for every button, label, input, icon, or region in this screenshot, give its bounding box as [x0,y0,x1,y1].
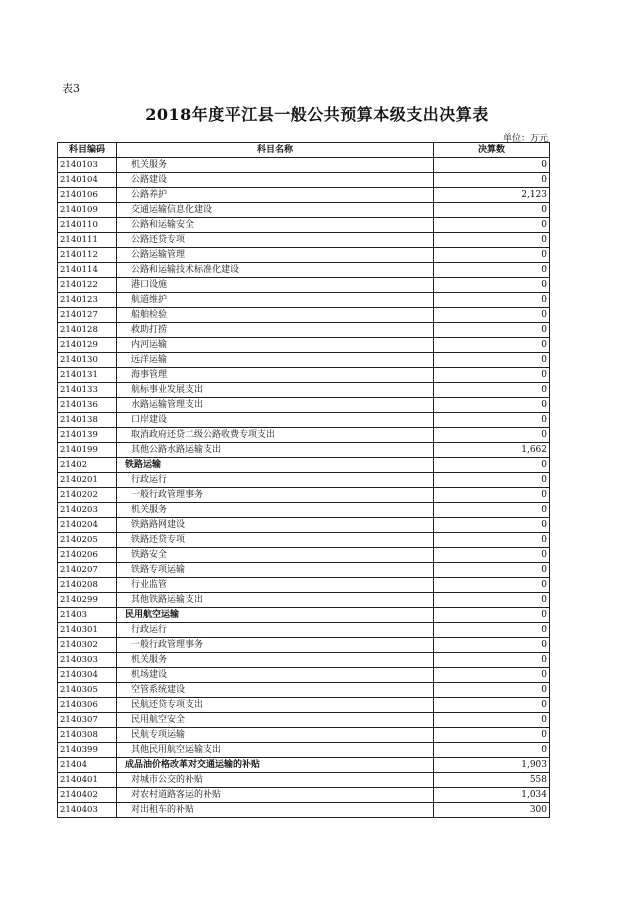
table-row [58,443,550,458]
name-cell: 行政运行 [117,623,434,638]
amount-cell: 0 [434,608,550,623]
amount-cell: 0 [434,233,550,248]
code-cell: 2140302 [58,638,117,653]
table-row [58,773,550,788]
code-cell: 2140123 [58,293,117,308]
amount-cell: 0 [434,668,550,683]
document-title: 2018年度平江县一般公共预算本级支出决算表 [145,105,489,124]
name-cell: 公路运输管理 [117,248,434,263]
code-cell: 2140106 [58,188,117,203]
code-cell: 2140306 [58,698,117,713]
table-row [58,608,550,623]
code-cell: 2140304 [58,668,117,683]
table-row [58,788,550,803]
amount-cell: 0 [434,623,550,638]
table-row [58,203,550,218]
table-row [58,533,550,548]
table-row [58,653,550,668]
table-row [58,638,550,653]
table-row [58,803,550,818]
amount-cell: 1,034 [434,788,550,803]
code-cell: 2140206 [58,548,117,563]
name-cell: 行业监管 [117,578,434,593]
table-row [58,218,550,233]
name-cell: 民航专项运输 [117,728,434,743]
table-row [58,668,550,683]
code-cell: 2140112 [58,248,117,263]
name-cell: 铁路路网建设 [117,518,434,533]
code-cell: 2140399 [58,743,117,758]
table-row [58,488,550,503]
header-name: 科目名称 [117,143,434,158]
table-row [58,593,550,608]
amount-cell: 0 [434,173,550,188]
code-cell: 2140104 [58,173,117,188]
amount-cell: 0 [434,683,550,698]
table-row [58,713,550,728]
table-row [58,398,550,413]
code-cell: 2140130 [58,353,117,368]
expenditure-table [57,142,550,818]
table-row [58,248,550,263]
name-cell: 其他民用航空运输支出 [117,743,434,758]
amount-cell: 0 [434,518,550,533]
code-cell: 2140110 [58,218,117,233]
code-cell: 2140207 [58,563,117,578]
amount-cell: 0 [434,353,550,368]
code-cell: 2140103 [58,158,117,173]
amount-cell: 2,123 [434,188,550,203]
code-cell: 2140305 [58,683,117,698]
table-row [58,698,550,713]
table-row [58,503,550,518]
name-cell: 铁路安全 [117,548,434,563]
name-cell: 其他公路水路运输支出 [117,443,434,458]
code-cell: 2140122 [58,278,117,293]
code-cell: 2140402 [58,788,117,803]
code-cell: 2140403 [58,803,117,818]
code-cell: 2140401 [58,773,117,788]
code-cell: 2140109 [58,203,117,218]
table-row [58,158,550,173]
table-row [58,413,550,428]
table-row [58,278,550,293]
amount-cell: 300 [434,803,550,818]
name-cell: 成品油价格改革对交通运输的补贴 [117,758,434,773]
code-cell: 2140204 [58,518,117,533]
code-cell: 2140307 [58,713,117,728]
name-cell: 铁路专项运输 [117,563,434,578]
name-cell: 空管系统建设 [117,683,434,698]
name-cell: 对农村道路客运的补贴 [117,788,434,803]
name-cell: 铁路运输 [117,458,434,473]
amount-cell: 0 [434,593,550,608]
name-cell: 行政运行 [117,473,434,488]
code-cell: 2140205 [58,533,117,548]
name-cell: 船舶检验 [117,308,434,323]
amount-cell: 0 [434,458,550,473]
name-cell: 取消政府还贷二级公路收费专项支出 [117,428,434,443]
amount-cell: 0 [434,308,550,323]
table-row [58,338,550,353]
amount-cell: 0 [434,503,550,518]
table-number-label: 表3 [62,82,80,95]
amount-cell: 0 [434,323,550,338]
name-cell: 民用航空安全 [117,713,434,728]
amount-cell: 0 [434,488,550,503]
amount-cell: 0 [434,368,550,383]
amount-cell: 0 [434,203,550,218]
table-row [58,308,550,323]
header-code: 科目编码 [58,143,117,158]
code-cell: 2140128 [58,323,117,338]
code-cell: 2140127 [58,308,117,323]
table-row [58,743,550,758]
table-row [58,368,550,383]
code-cell: 2140299 [58,593,117,608]
code-cell: 2140201 [58,473,117,488]
name-cell: 公路和运输技术标准化建设 [117,263,434,278]
amount-cell: 0 [434,293,550,308]
code-cell: 21402 [58,458,117,473]
amount-cell: 0 [434,578,550,593]
name-cell: 港口设施 [117,278,434,293]
name-cell: 对出租车的补贴 [117,803,434,818]
amount-cell: 0 [434,698,550,713]
amount-cell: 0 [434,263,550,278]
code-cell: 2140208 [58,578,117,593]
amount-cell: 0 [434,383,550,398]
amount-cell: 0 [434,278,550,293]
code-cell: 2140138 [58,413,117,428]
code-cell: 2140301 [58,623,117,638]
name-cell: 公路养护 [117,188,434,203]
amount-cell: 1,903 [434,758,550,773]
code-cell: 2140303 [58,653,117,668]
amount-cell: 0 [434,653,550,668]
amount-cell: 0 [434,218,550,233]
name-cell: 公路建设 [117,173,434,188]
table-row [58,563,550,578]
table-row [58,623,550,638]
name-cell: 公路和运输安全 [117,218,434,233]
code-cell: 21403 [58,608,117,623]
name-cell: 交通运输信息化建设 [117,203,434,218]
code-cell: 2140114 [58,263,117,278]
amount-cell: 0 [434,158,550,173]
name-cell: 对城市公交的补贴 [117,773,434,788]
name-cell: 航标事业发展支出 [117,383,434,398]
table-row [58,233,550,248]
name-cell: 一般行政管理事务 [117,488,434,503]
table-row [58,263,550,278]
amount-cell: 0 [434,563,550,578]
name-cell: 航道维护 [117,293,434,308]
table-row [58,683,550,698]
name-cell: 水路运输管理支出 [117,398,434,413]
amount-cell: 0 [434,248,550,263]
table-row [58,473,550,488]
name-cell: 公路还贷专项 [117,233,434,248]
table-row [58,293,550,308]
amount-cell: 0 [434,638,550,653]
table-row [58,758,550,773]
code-cell: 2140111 [58,233,117,248]
name-cell: 机场建设 [117,668,434,683]
code-cell: 21404 [58,758,117,773]
unit-label: 单位：万元 [502,134,548,144]
code-cell: 2140199 [58,443,117,458]
code-cell: 2140202 [58,488,117,503]
amount-cell: 0 [434,413,550,428]
name-cell: 一般行政管理事务 [117,638,434,653]
name-cell: 机关服务 [117,158,434,173]
table-row [58,458,550,473]
name-cell: 机关服务 [117,503,434,518]
amount-cell: 0 [434,548,550,563]
amount-cell: 0 [434,713,550,728]
amount-cell: 0 [434,533,550,548]
code-cell: 2140308 [58,728,117,743]
name-cell: 其他铁路运输支出 [117,593,434,608]
table-row [58,173,550,188]
table-row [58,428,550,443]
code-cell: 2140139 [58,428,117,443]
amount-cell: 0 [434,728,550,743]
table-row [58,548,550,563]
name-cell: 民用航空运输 [117,608,434,623]
amount-cell: 0 [434,473,550,488]
code-cell: 2140129 [58,338,117,353]
code-cell: 2140131 [58,368,117,383]
code-cell: 2140203 [58,503,117,518]
amount-cell: 1,662 [434,443,550,458]
table-row [58,728,550,743]
name-cell: 机关服务 [117,653,434,668]
code-cell: 2140136 [58,398,117,413]
name-cell: 海事管理 [117,368,434,383]
amount-cell: 0 [434,428,550,443]
amount-cell: 0 [434,338,550,353]
table-row [58,578,550,593]
name-cell: 远洋运输 [117,353,434,368]
name-cell: 民航还贷专项支出 [117,698,434,713]
name-cell: 铁路还贷专项 [117,533,434,548]
name-cell: 内河运输 [117,338,434,353]
amount-cell: 0 [434,398,550,413]
name-cell: 口岸建设 [117,413,434,428]
table-row [58,518,550,533]
name-cell: 救助打捞 [117,323,434,338]
table-row [58,353,550,368]
code-cell: 2140133 [58,383,117,398]
table-row [58,188,550,203]
table-header-row [58,143,550,158]
amount-cell: 558 [434,773,550,788]
header-amount: 决算数 [434,143,550,158]
amount-cell: 0 [434,743,550,758]
table-row [58,383,550,398]
table-row [58,323,550,338]
